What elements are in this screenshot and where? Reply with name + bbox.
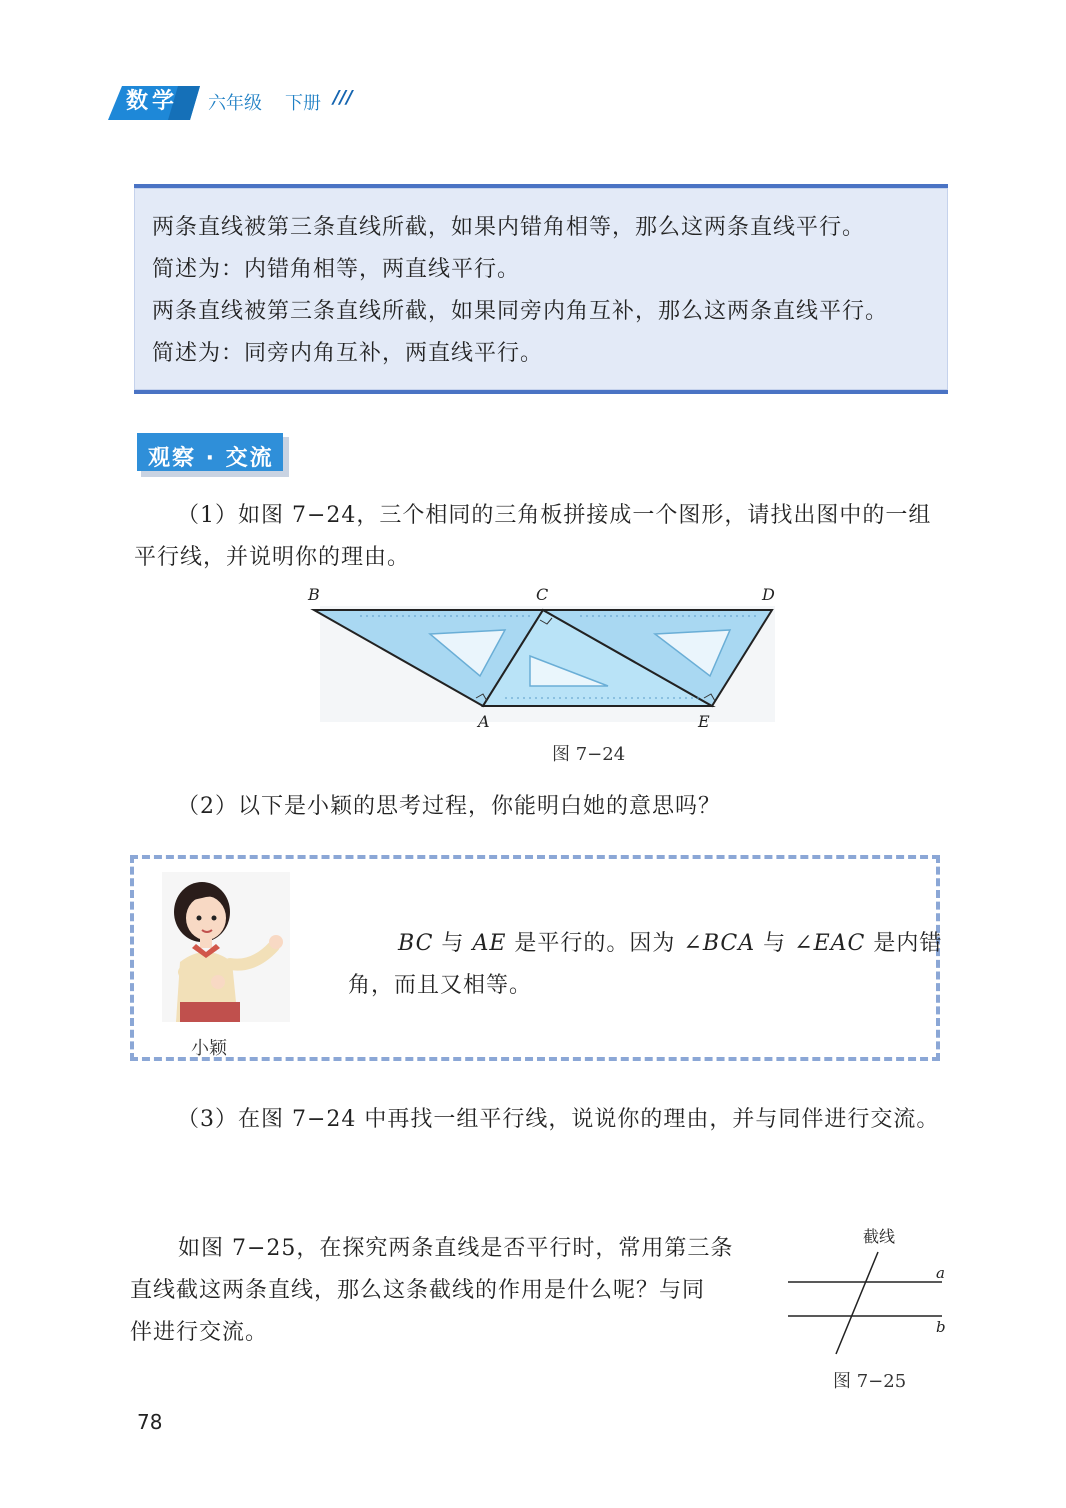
figure-7-25: [780, 1220, 960, 1360]
theorem-line-1: 两条直线被第三条直线所截，如果内错角相等，那么这两条直线平行。: [152, 215, 866, 240]
header-slashes: ///: [333, 87, 353, 108]
header-volume: 下册: [285, 93, 321, 114]
q1-line-1: （1）如图 7−24，三个相同的三角板拼接成一个图形，请找出图中的一组: [177, 503, 932, 528]
figure-7-24: [300, 584, 790, 734]
thinking-text-1: 是平行的。因为: [514, 931, 676, 956]
label-b: b: [936, 1318, 946, 1336]
girl-name: 小颖: [191, 1038, 227, 1059]
theorem-box: [134, 184, 948, 394]
exploration-line-1: 如图 7−25，在探究两条直线是否平行时，常用第三条: [178, 1236, 734, 1261]
q2-text: （2）以下是小颖的思考过程，你能明白她的意思吗？: [177, 794, 721, 819]
angle-eac: ∠EAC: [794, 931, 866, 956]
girl-avatar: [162, 872, 290, 1022]
angle-bca: ∠BCA: [683, 931, 756, 956]
label-A: A: [478, 712, 490, 731]
header-subject: 数学: [126, 89, 179, 114]
label-E: E: [698, 712, 710, 731]
transversal-line: [836, 1252, 878, 1354]
thinking-line-2: 角，而且又相等。: [348, 973, 533, 998]
q3-text: （3）在图 7−24 中再找一组平行线，说说你的理由，并与同伴进行交流。: [177, 1107, 940, 1132]
label-D: D: [762, 585, 775, 604]
segment-ae: AE: [472, 931, 507, 956]
label-a: a: [936, 1264, 945, 1282]
transversal-label: 截线: [863, 1227, 896, 1246]
word-yu-1: 与: [441, 931, 465, 956]
header-grade: 六年级: [208, 93, 262, 114]
segment-bc: BC: [398, 931, 434, 956]
theorem-line-2: 简述为：内错角相等，两直线平行。: [152, 257, 521, 282]
figure-7-25-caption: 图 7−25: [833, 1371, 907, 1392]
exploration-line-3: 伴进行交流。: [130, 1320, 269, 1345]
label-C: C: [536, 585, 549, 604]
exploration-line-2: 直线截这两条直线，那么这条截线的作用是什么呢？与同: [130, 1278, 706, 1303]
page-number: 78: [137, 1410, 163, 1434]
section-title: 观察 · 交流: [148, 446, 274, 471]
figure-7-24-caption: 图 7−24: [552, 744, 626, 765]
q1-line-2: 平行线，并说明你的理由。: [134, 545, 411, 570]
theorem-line-3: 两条直线被第三条直线所截，如果同旁内角互补，那么这两条直线平行。: [152, 299, 889, 324]
word-yu-2: 与: [763, 931, 787, 956]
thinking-line-1: [398, 926, 942, 957]
theorem-line-4: 简述为：同旁内角互补，两直线平行。: [152, 341, 544, 366]
thinking-text-2: 是内错: [873, 931, 943, 956]
label-B: B: [308, 585, 320, 604]
